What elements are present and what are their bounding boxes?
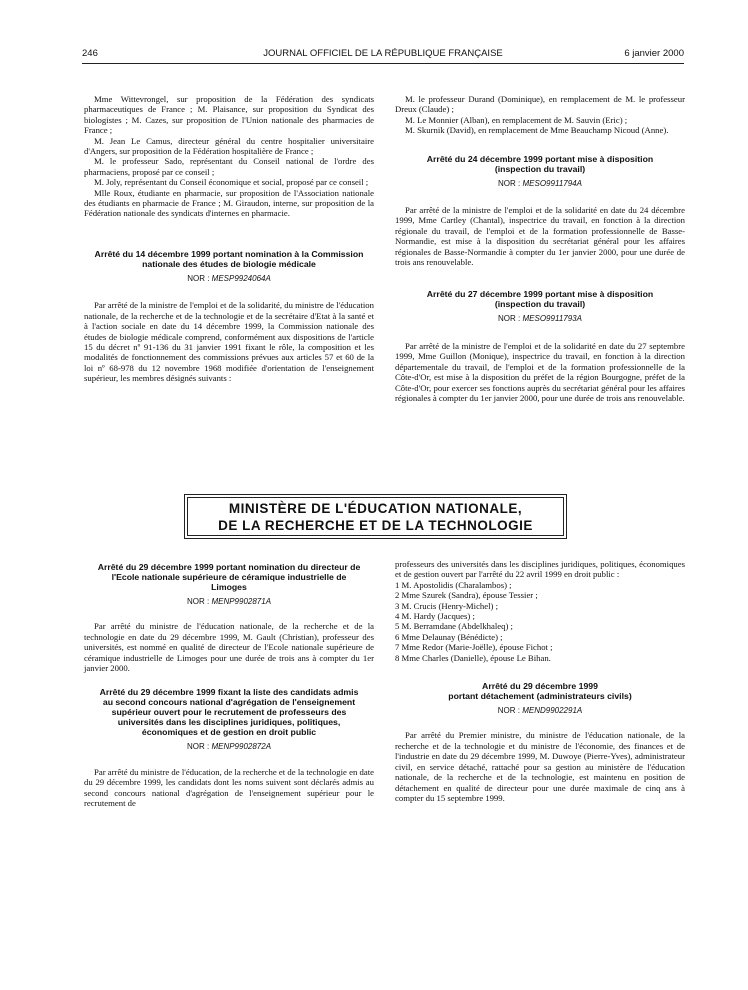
journal-title: JOURNAL OFFICIEL DE LA RÉPUBLIQUE FRANÇAISE [263,48,503,59]
ministry-line-2: DE LA RECHERCHE ET DE LA TECHNOLOGIE [218,518,533,533]
nor-label: NOR : [498,314,521,324]
list-item: 2 Mme Szurek (Sandra), épouse Tessier ; [395,590,538,601]
bottom-left-column [84,562,374,808]
candidate-list [395,580,685,663]
nor-reference [84,742,374,752]
member-paragraph: Mme Wittevrongel, sur proposition de la Fédération des syndicats pharmaceutiques de France ; M. Plaisance, sur proposition du Syndicat des biologistes ; M. Cazes, sur proposition de l'Union nationale des pharmacies de France ; [84,94,374,136]
list-item: 6 Mme Delaunay (Bénédicte) ; [395,631,503,642]
member-paragraph: M. Skurnik (David), en remplacement de Mme Beauchamp Nicoud (Anne). [405,125,669,136]
issue-date: 6 janvier 2000 [624,48,684,59]
nor-label: NOR : [497,706,520,716]
continuation-paragraph: professeurs des universités dans les disciplines juridiques, politiques, économiques et de gestion ouvert par l'arrêté du 22 avril 1999 en droit public : [395,559,685,580]
nor-label: NOR : [498,178,521,188]
nor-code: MEND9902291A [522,706,583,716]
list-item: 4 M. Hardy (Jacques) ; [395,611,475,622]
arrete-title: Arrêté du 24 décembre 1999 portant mise à disposition (inspection du travail) [426,153,654,174]
arrete-title: Arrêté du 14 décembre 1999 portant nomination à la Commission nationale des études de biologie médicale [94,248,364,269]
nor-code: MENP9902871A [211,597,272,606]
nor-code: MESO9911793A [522,314,582,324]
nor-code: MENP9902872A [211,742,272,752]
arrete-title: Arrêté du 29 décembre 1999 portant nomination du directeur de l'Ecole nationale supérieure de céramique industrielle de Limoges [97,562,361,592]
member-paragraph: M. le professeur Durand (Dominique), en remplacement de M. le professeur Dreux (Claude) ; [395,94,685,115]
nor-reference [84,597,374,607]
ministry-line-1: MINISTÈRE DE L'ÉDUCATION NATIONALE, [228,501,523,516]
arrete-title-line-2: portant détachement (administrateurs civils) [448,691,632,702]
top-right-column [395,94,685,403]
arrete-title: Arrêté du 29 décembre 1999 fixant la liste des candidats admis au second concours national d'agrégation de l'enseignement supérieur ouvert pour le recrutement de professeurs des universités dans les disciplines juridiques, politiques, économiques et de gestion en droit public [99,687,359,738]
list-item: 1 M. Apostolidis (Charalambos) ; [395,579,512,590]
nor-label: NOR : [186,597,210,606]
member-paragraph: M. Joly, représentant du Conseil économique et social, proposé par ce conseil ; [94,177,369,188]
nor-reference [395,179,685,189]
bottom-right-column [395,559,685,803]
nor-label: NOR : [187,273,210,283]
arrete-body: Par arrêté de la ministre de l'emploi et de la solidarité en date du 24 décembre 1999, Mme Cartley (Chantal), inspectrice du travail, en fonction à la direction régionale du travail, de l'emploi et de la formation professionnelle de Basse-Normandie, est mise à la disposition du secrétariat général pour les affaires régionales de Basse-Normandie à compter du 1er janvier 2000, pour une durée de trois ans renouvelable. [395,205,685,268]
arrete-title: Arrêté du 27 décembre 1999 portant mise à disposition (inspection du travail) [426,289,654,310]
arrete-title-line-1: Arrêté du 29 décembre 1999 [482,681,598,692]
ministry-banner [187,497,564,536]
list-item: 7 Mme Redor (Marie-Joëlle), épouse Fichot ; [395,642,553,653]
list-item: 8 Mme Charles (Danielle), épouse Le Bihan. [395,652,551,663]
arrete-title [405,681,675,701]
nor-reference [395,706,685,716]
page-number: 246 [82,48,98,59]
nor-code: MESP9924064A [211,273,271,283]
list-item: 3 M. Crucis (Henry-Michel) ; [395,600,499,611]
nor-reference [84,274,374,284]
running-header [82,48,684,62]
nor-reference [395,314,685,324]
member-paragraph: M. le professeur Sado, représentant du Conseil national de l'ordre des pharmaciens, proposé par ce conseil ; [84,156,374,177]
arrete-body: Par arrêté du ministre de l'éducation, de la recherche et de la technologie en date du 29 décembre 1999, les candidats dont les noms suivent sont déclarés admis au second concours national d'agrégation de l'enseignement supérieur pour le recrutement de [84,766,374,809]
member-paragraph: M. Le Monnier (Alban), en remplacement de M. Sauvin (Eric) ; [405,114,628,125]
nor-code: MESO9911794A [522,178,582,188]
arrete-body: Par arrêté du Premier ministre, du ministre de l'éducation nationale, de la recherche et de la technologie et du ministre de l'économie, des finances et de l'industrie en date du 29 décembre 1999, M. Duwoye (Pierre-Yves), administrateur civil, en service détaché, rattaché pour sa gestion au ministère de l'éducation nationale, de la recherche et de la technologie, est maintenu en position de détachement en qualité de directeur pour une durée maximale de cinq ans à compter du 15 septembre 1999. [395,730,685,803]
arrete-body: Par arrêté de la ministre de l'emploi et de la solidarité, du ministre de l'éducation nationale, de la recherche et de la technologie et de la secrétaire d'Etat à la santé et à l'action sociale en date du 14 décembre 1999, la Commission nationale des études de biologie médicale comprend, conformément aux dispositions de l'article 15 du décret nº 91-136 du 31 janvier 1991 fixant le rôle, la composition et les modalités de fonctionnement des commissions prévues aux articles 57 et 60 de la loi nº 68-978 du 12 novembre 1968 modifiée d'orientation de l'enseignement supérieur, les membres désignés suivants : [84,300,374,384]
nor-label: NOR : [186,742,210,752]
arrete-body: Par arrêté du ministre de l'éducation nationale, de la recherche et de la technologie en date du 29 décembre 1999, M. Gault (Christian), professeur des universités, est nommé en qualité de directeur de l'Ecole nationale supérieure de céramique industrielle de Limoges pour une durée de trois ans à compter du 1er janvier 2000. [84,621,374,674]
header-rule [82,63,684,64]
list-item: 5 M. Berramdane (Abdelkhaleq) ; [395,621,513,632]
arrete-body: Par arrêté de la ministre de l'emploi et de la solidarité en date du 27 septembre 1999, Mme Guillon (Monique), inspectrice du travail, en fonction à la direction départementale du travail, de l'emploi et de la formation professionnelle de la Côte-d'Or, est mise à la disposition du préfet de la région Bourgogne, préfet de la Côte-d'Or, pour exercer ses fonctions auprès du secrétariat général pour les affaires régionales à compter du 1er janvier 2000, pour une durée de trois ans renouvelable. [395,340,685,403]
member-paragraph: M. Jean Le Camus, directeur général du centre hospitalier universitaire d'Angers, sur proposition de la Fédération hospitalière de France ; [84,135,374,157]
top-left-column [84,94,374,384]
member-paragraph: Mlle Roux, étudiante en pharmacie, sur proposition de l'Association nationale des étudiants en pharmacie de France ; M. Giraudon, interne, sur proposition de la Fédération nationale des syndicats d'internes en pharmacie. [84,187,374,219]
